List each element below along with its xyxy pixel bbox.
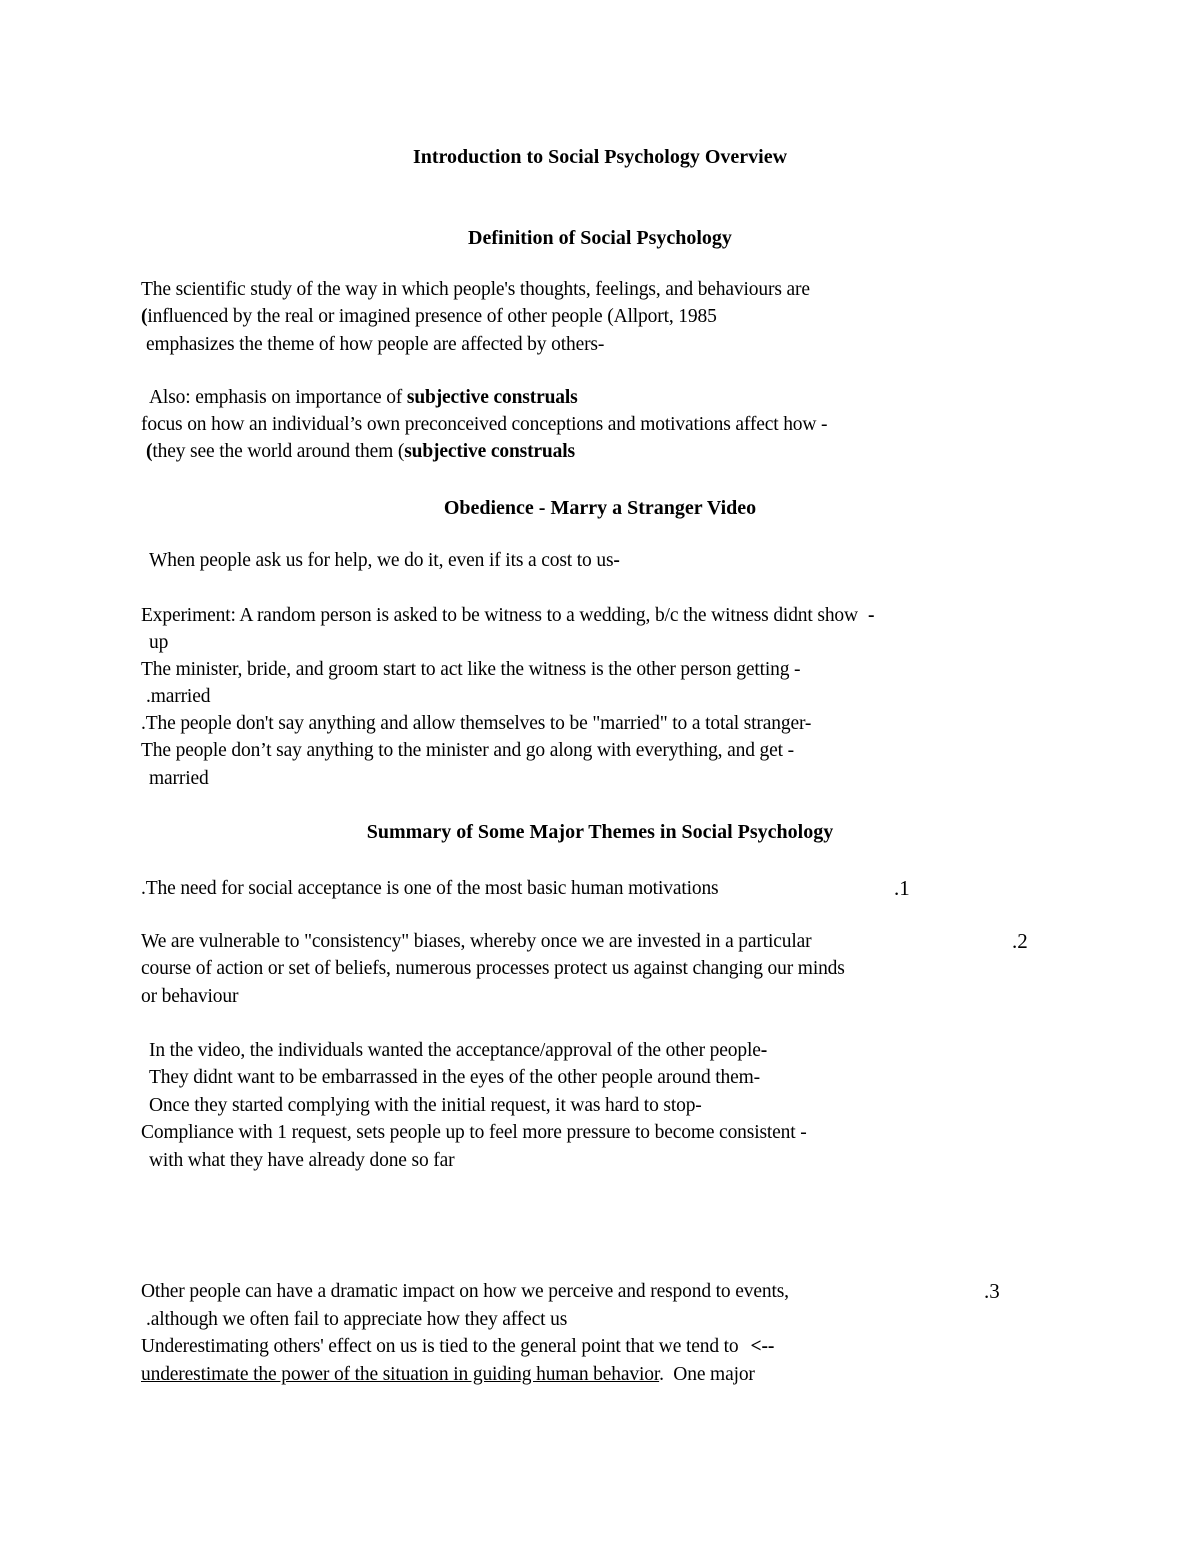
section-heading-themes: Summary of Some Major Themes in Social Psychology	[366, 821, 834, 843]
paren-mark: (	[141, 306, 148, 327]
dash-mark: -	[613, 550, 620, 571]
underlined-phrase: underestimate the power of the situation in guiding human behavior	[141, 1364, 660, 1385]
definition-line	[141, 307, 717, 327]
theme-3-text: .although we often fail to appreciate how they affect us	[146, 1309, 568, 1330]
experiment-line: The people don’t say anything to the minister and go along with everything, and get -	[141, 740, 794, 761]
theme-3-sentence: Underestimating others' effect on us is tied to the general point that we tend to	[141, 1336, 739, 1357]
document-title: Introduction to Social Psychology Overview	[412, 146, 788, 168]
experiment-line: married	[149, 768, 209, 789]
definition-text: influenced by the real or imagined presence of other people (Allport, 1985	[147, 306, 717, 327]
theme-3-text	[141, 1337, 774, 1357]
experiment-line: .married	[146, 686, 211, 707]
paren-mark: (	[146, 441, 153, 462]
also-text: Also: emphasis on importance of	[149, 387, 407, 408]
theme-1-text: .The need for social acceptance is one of the most basic human motivations	[141, 878, 719, 899]
theme-1-number: .1	[894, 876, 910, 900]
theme-2-text: We are vulnerable to "consistency" biases, whereby once we are invested in a particular	[141, 931, 812, 952]
video-note-line: They didnt want to be embarrassed in the eyes of the other people around them-	[149, 1067, 761, 1088]
theme-2-text: course of action or set of beliefs, numerous processes protect us against changing our minds	[141, 958, 845, 979]
bold-term: subjective construals	[404, 441, 575, 462]
focus-text: they see the world around them (	[152, 441, 405, 462]
experiment-line: The minister, bride, and groom start to act like the witness is the other person getting -	[141, 659, 801, 680]
video-note-line: Once they started complying with the initial request, it was hard to stop-	[149, 1095, 702, 1116]
theme-3-text: Other people can have a dramatic impact on how we perceive and respond to events,	[141, 1281, 789, 1302]
also-line	[149, 388, 578, 408]
theme-3-text	[141, 1365, 755, 1385]
theme-3-number: .3	[984, 1279, 1000, 1303]
experiment-text: Experiment: A random person is asked to be witness to a wedding, b/c the witness didnt show	[141, 605, 858, 626]
experiment-line: up	[149, 632, 169, 653]
definition-line: emphasizes the theme of how people are affected by others-	[146, 334, 605, 355]
arrow-mark: <--	[750, 1336, 775, 1357]
definition-line: The scientific study of the way in which people's thoughts, feelings, and behaviours are	[141, 279, 810, 300]
video-note-line: Compliance with 1 request, sets people up to feel more pressure to become consistent -	[141, 1122, 807, 1143]
experiment-line	[141, 606, 874, 626]
theme-2-text: or behaviour	[141, 986, 239, 1007]
bold-term: subjective construals	[406, 387, 578, 408]
obedience-line	[149, 551, 620, 571]
section-heading-definition: Definition of Social Psychology	[468, 227, 732, 249]
dash-mark: -	[760, 1040, 768, 1061]
obedience-text: When people ask us for help, we do it, even if its a cost to us	[149, 550, 614, 571]
theme-3-continuation: . One major	[659, 1364, 755, 1385]
theme-2-number: .2	[1012, 929, 1028, 953]
video-note-text: In the video, the individuals wanted the acceptance/approval of the other people	[149, 1040, 761, 1061]
section-heading-obedience: Obedience - Marry a Stranger Video	[443, 497, 757, 519]
experiment-line: .The people don't say anything and allow themselves to be "married" to a total stranger-	[141, 713, 812, 734]
focus-line	[146, 442, 575, 462]
video-note-line: with what they have already done so far	[149, 1150, 455, 1171]
video-note-line	[149, 1041, 767, 1061]
dash-mark: -	[867, 605, 875, 626]
focus-line: focus on how an individual’s own preconceived conceptions and motivations affect how -	[141, 414, 828, 435]
